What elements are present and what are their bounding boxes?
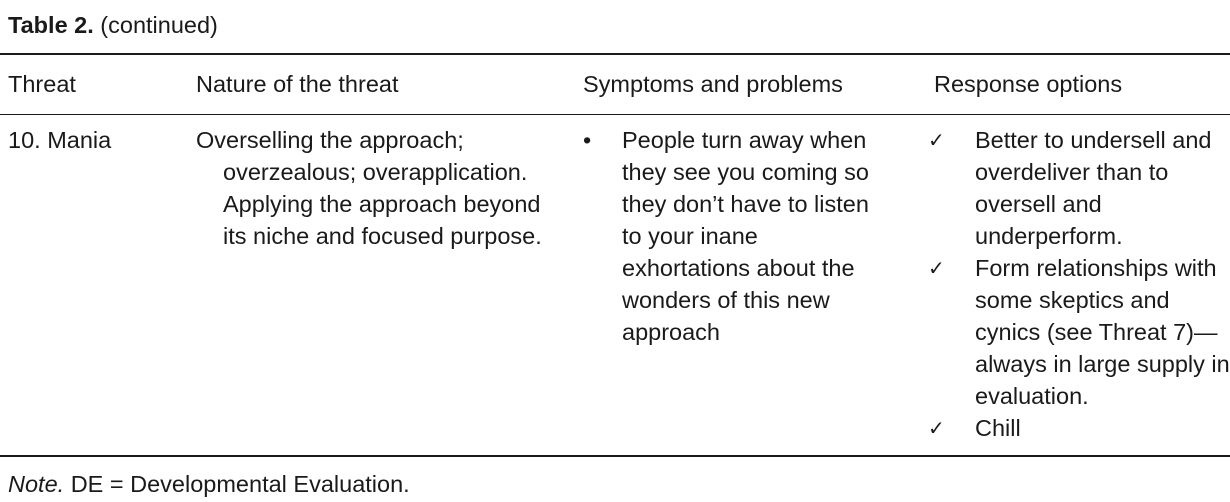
bullet-icon: • [583, 127, 592, 153]
table-caption-text: (continued) [100, 12, 218, 38]
header-symptoms: Symptoms and problems [583, 71, 843, 97]
table-top-rule [0, 53, 1230, 55]
table-note-text: DE = Developmental Evaluation. [70, 471, 410, 497]
response-item [928, 252, 1230, 412]
table-note [8, 468, 410, 500]
table-header-rule [0, 114, 1230, 115]
symptom-item [583, 124, 892, 348]
response-item [928, 124, 1230, 252]
checkmark-icon: ✓ [928, 416, 945, 440]
cell-symptoms [583, 124, 892, 348]
response-text: Form relationships with some skeptics and cynics (see Threat 7)—always in large supply in evaluation. [975, 255, 1230, 409]
response-text: Chill [975, 415, 1021, 441]
table-caption [8, 9, 218, 41]
cell-nature [196, 124, 542, 252]
cell-response [928, 124, 1230, 444]
symptom-text: People turn away when they see you coming so they don’t have to listen to your inane exhortations about the wonders of this new approach [622, 127, 869, 345]
table-caption-label: Table 2. [8, 12, 94, 38]
response-item [928, 412, 1230, 444]
table-note-label: Note. [8, 471, 65, 497]
checkmark-icon: ✓ [928, 128, 945, 152]
checkmark-icon: ✓ [928, 256, 945, 280]
response-text: Better to undersell and overdeliver than to oversell and underperform. [975, 127, 1212, 249]
nature-text: Overselling the approach; overzealous; overapplication. Applying the approach beyond its niche and focused purpose. [196, 127, 542, 249]
header-threat: Threat [8, 71, 76, 97]
table-bottom-rule [0, 455, 1230, 457]
header-response: Response options [934, 71, 1123, 97]
header-nature: Nature of the threat [196, 71, 399, 97]
cell-threat: 10. Mania [8, 127, 112, 153]
response-list [928, 124, 1230, 444]
